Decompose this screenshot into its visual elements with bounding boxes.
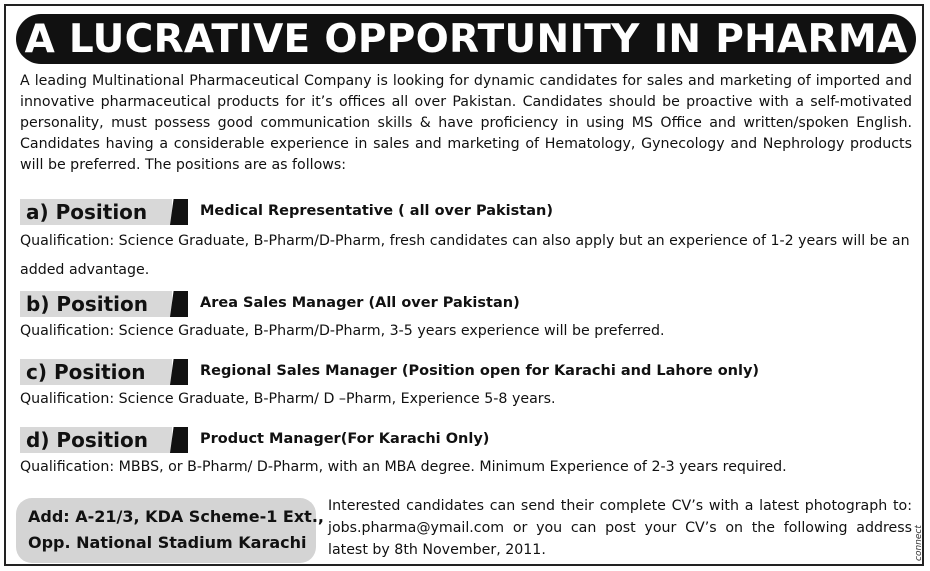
address-line-2: Opp. National Stadium Karachi [28,533,307,552]
position-d-slash [170,427,188,453]
position-b-title: Area Sales Manager (All over Pakistan) [200,295,520,311]
position-d-qualification: Qualification: MBBS, or B-Pharm/ D-Pharm, with an MBA degree. Minimum Experience of 2-3 years required. [20,459,787,475]
position-c-slash [170,359,188,385]
position-c-header [20,359,900,385]
ad-title: A LUCRATIVE OPPORTUNITY IN PHARMA [16,14,916,64]
position-b-label: b) Position [20,291,172,317]
position-d-header [20,427,900,453]
position-b-qualification: Qualification: Science Graduate, B-Pharm/D-Pharm, 3-5 years experience will be preferred. [20,323,665,339]
position-a-label: a) Position [20,199,172,225]
job-ad [4,4,924,566]
position-a-title: Medical Representative ( all over Pakistan) [200,203,553,219]
position-b-header [20,291,900,317]
address-box [16,498,324,563]
apply-instructions: Interested candidates can send their complete CV’s with a latest photograph to: jobs.pharma@ymail.com or you can post your CV’s on the following address latest by 8th November, 2011. [328,498,912,558]
intro-paragraph: A leading Multinational Pharmaceutical Company is looking for dynamic candidates for sales and marketing of imported and innovative pharmaceutical products for it’s offices all over Pakistan. Candidates should be proactive with a self-motivated personality, must possess good communication skills & have proficiency in using MS Office and written/spoken English. Candidates having a considerable experience in sales and marketing of Hematology, Gynecology and Nephrology products will be preferred. The positions are as follows: [20,73,912,173]
position-a-qualification: Qualification: Science Graduate, B-Pharm/D-Pharm, fresh candidates can also apply but an experience of 1-2 years will be an added advantage. [20,233,910,278]
position-c-qualification: Qualification: Science Graduate, B-Pharm/ D –Pharm, Experience 5-8 years. [20,391,556,407]
position-a-slash [170,199,188,225]
position-b-slash [170,291,188,317]
position-c-label: c) Position [20,359,172,385]
position-c-title: Regional Sales Manager (Position open for Karachi and Lahore only) [200,363,760,379]
position-d-title: Product Manager(For Karachi Only) [200,431,490,447]
publisher-mark: connect [914,525,924,561]
position-d-label: d) Position [20,427,172,453]
position-a-header [20,199,900,225]
address-line-1: Add: A-21/3, KDA Scheme-1 Ext., [28,507,324,526]
